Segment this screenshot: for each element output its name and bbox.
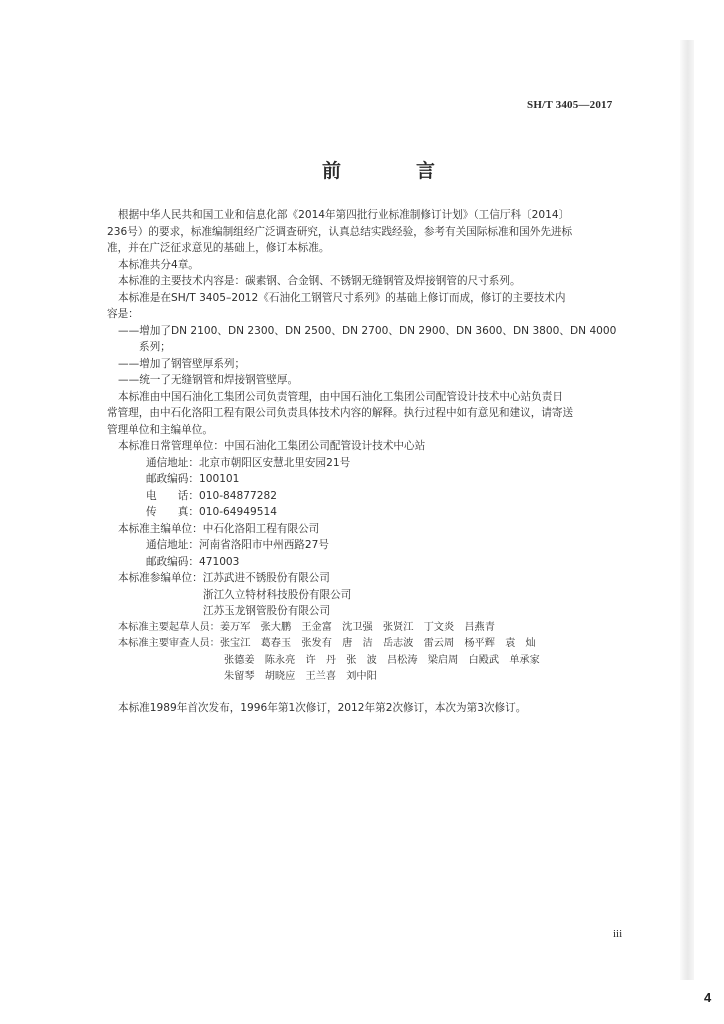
participant-unit: 江苏玉龙钢管股份有限公司 [203,605,331,617]
paragraph-line: 根据中华人民共和国工业和信息化部《2014年第四批行业标准制修订计划》（工信厅科〔2014〕 [118,209,570,221]
participant-unit: 浙江久立特材科技股份有限公司 [203,588,352,601]
management-phone: 电 话：010-84877282 [146,489,277,502]
chief-editor-address: 通信地址：河南省洛阳市中州西路27号 [146,539,329,551]
revision-history: 本标准1989年首次发布，1996年第1次修订，2012年第2次修订，本次为第3次修订。 [118,701,527,714]
participant-units: 本标准参编单位：江苏武进不锈股份有限公司 [118,572,330,584]
corner-page-number: 4 [704,990,712,1005]
management-fax: 传 真：010-64949514 [146,506,277,518]
page-edge-shadow [680,40,694,980]
reviewers-continued: 张德姜 陈永亮 许 丹 张 波 吕松涛 梁启周 白殿武 单承家 [224,654,540,666]
chief-editor-unit: 本标准主编单位：中石化洛阳工程有限公司 [118,522,320,535]
change-item: ——增加了钢管壁厚系列； [118,357,246,370]
paragraph-line: 本标准的主要技术内容是：碳素钢、合金钢、不锈钢无缝钢管及焊接钢管的尺寸系列。 [118,275,521,287]
paragraph-line: 本标准是在SH/T 3405–2012《石油化工钢管尺寸系列》的基础上修订而成，修订的主要技术内 [118,291,566,304]
change-item-continuation: 系列； [139,341,171,353]
paragraph-line: 236号）的要求，标准编制组经广泛调查研究，认真总结实践经验，参考有关国际标准和国外先进标 [107,225,573,238]
reviewers: 本标准主要审查人员：张宝江 葛春玉 张发有 唐 洁 岳志波 雷云周 杨平辉 袁 灿 [118,638,536,649]
page-title: 前 言 [322,160,464,182]
document-body [107,207,638,716]
change-item: ——统一了无缝钢管和焊接钢管壁厚。 [118,374,299,386]
paragraph-line: 管理单位和主编单位。 [107,423,213,436]
paragraph-line: 本标准由中国石油化工集团公司负责管理，由中国石油化工集团公司配管设计技术中心站负责日 [118,390,563,403]
management-unit: 本标准日常管理单位：中国石油化工集团公司配管设计技术中心站 [118,440,426,452]
paragraph-line: 容是： [107,308,139,320]
chief-editor-postcode: 邮政编码：471003 [146,555,240,568]
reviewers-continued: 朱留琴 胡晓应 王兰喜 刘中阳 [224,671,377,682]
page-number: iii [613,928,623,940]
standard-code: SH/T 3405—2017 [527,99,613,111]
management-postcode: 邮政编码：100101 [146,473,240,485]
paragraph-line: 本标准共分4章。 [118,258,199,271]
paragraph-line: 准，并在广泛征求意见的基础上，修订本标准。 [107,242,330,254]
paragraph-line: 常管理，由中石化洛阳工程有限公司负责具体技术内容的解释。执行过程中如有意见和建议，请寄送 [107,407,574,419]
section-spacer [118,686,638,700]
drafters: 本标准主要起草人员：姜万军 张大鹏 王金富 沈卫强 张贤江 丁文炎 吕燕青 [118,621,495,633]
change-item: ——增加了DN 2100、DN 2300、DN 2500、DN 2700、DN 2900、DN 3600、DN 3800、DN 4000 [118,324,617,337]
management-address: 通信地址：北京市朝阳区安慧北里安园21号 [146,456,351,469]
